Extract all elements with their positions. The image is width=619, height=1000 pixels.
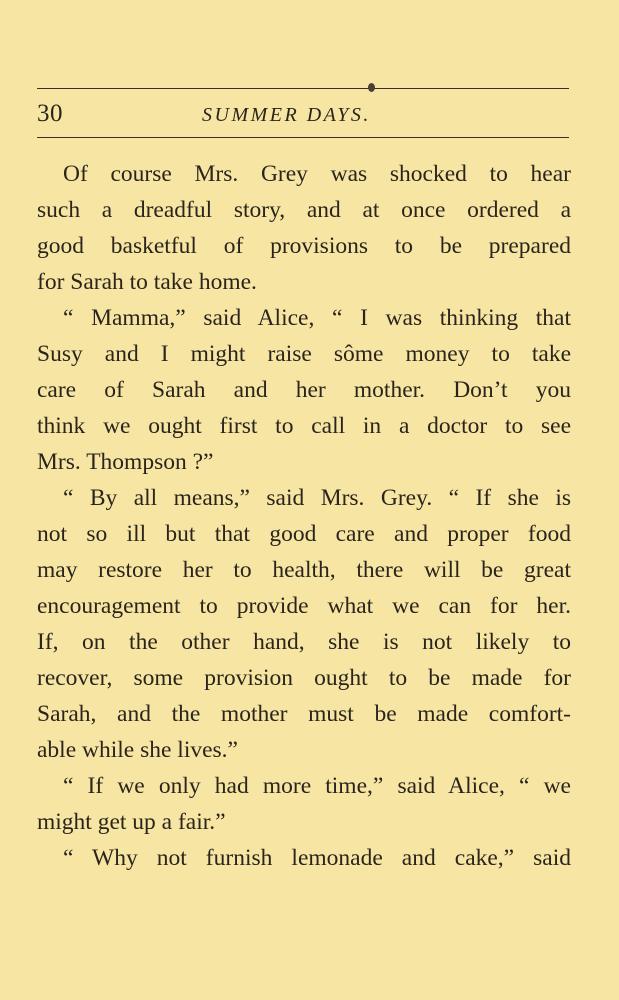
text-line: recover, some provision ought to be made for [37, 665, 571, 691]
text-line: good basketful of provisions to be prepared [37, 233, 571, 259]
text-line: If, on the other hand, she is not likely to [37, 629, 571, 655]
text-line: “ By all means,” said Mrs. Grey. “ If she is [63, 485, 571, 511]
text-line: such a dreadful story, and at once ordered a [37, 197, 571, 223]
text-line: Sarah, and the mother must be made comfort- [37, 701, 571, 727]
header-top-rule [37, 88, 569, 89]
page-number: 30 [37, 100, 63, 127]
text-line: Susy and I might raise sôme money to take [37, 341, 571, 367]
body-text [37, 156, 571, 876]
text-line: “ Why not furnish lemonade and cake,” said [63, 845, 571, 871]
text-line: may restore her to health, there will be great [37, 557, 571, 583]
text-line: might get up a fair.” [37, 809, 226, 835]
text-line: Of course Mrs. Grey was shocked to hear [63, 161, 571, 187]
running-title: SUMMER DAYS. [202, 104, 371, 126]
header-ornament-dot [368, 83, 375, 92]
header-bottom-rule [37, 137, 569, 138]
text-line: “ If we only had more time,” said Alice, “ we [63, 773, 571, 799]
text-line: Mrs. Thompson ?” [37, 449, 214, 475]
text-line: care of Sarah and her mother. Don’t you [37, 377, 571, 403]
text-line: able while she lives.” [37, 737, 238, 763]
text-line: encouragement to provide what we can for her. [37, 593, 571, 619]
text-line: “ Mamma,” said Alice, “ I was thinking that [63, 305, 571, 331]
text-line: for Sarah to take home. [37, 269, 257, 295]
text-line: think we ought first to call in a doctor to see [37, 413, 571, 439]
text-line: not so ill but that good care and proper food [37, 521, 571, 547]
